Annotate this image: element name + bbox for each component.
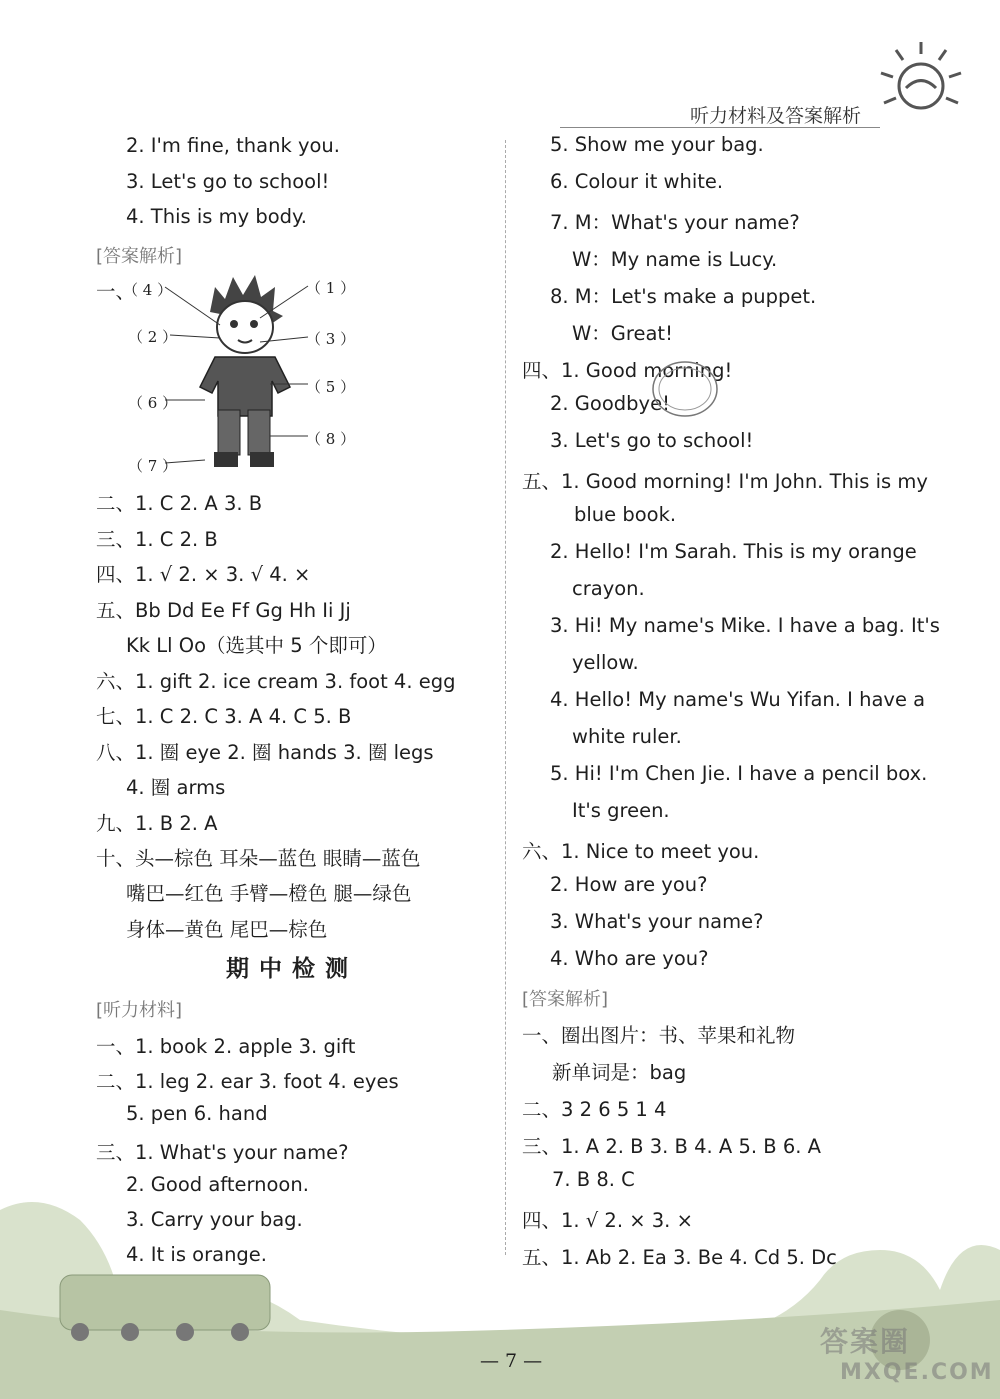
left-line: 八、1. 圈 eye 2. 圈 hands 3. 圈 legs	[96, 741, 434, 764]
left-line: 4. It is orange.	[126, 1243, 268, 1266]
right-line: 3. What's your name?	[550, 910, 764, 933]
right-line: 4. Hello! My name's Wu Yifan. I have a	[550, 688, 926, 711]
right-line: 6. Colour it white.	[550, 170, 724, 193]
page-number: — 7 —	[480, 1350, 543, 1372]
right-line: W：My name is Lucy.	[572, 248, 778, 271]
header-title: 听力材料及答案解析	[690, 105, 862, 127]
answer-analysis-heading: [答案解析]	[522, 989, 609, 1010]
left-line: 三、1. C 2. B	[96, 528, 218, 551]
listening-material-heading: [听力材料]	[96, 1000, 183, 1021]
figure-label: （ 1 ）	[306, 279, 356, 297]
left-line: Kk Ll Oo（选其中 5 个即可）	[126, 634, 387, 657]
right-line: W：Great!	[572, 322, 673, 345]
left-line: 3. Carry your bag.	[126, 1208, 303, 1231]
left-line: 二、1. leg 2. ear 3. foot 4. eyes	[96, 1070, 399, 1093]
right-line: 三、1. A 2. B 3. B 4. A 5. B 6. A	[522, 1135, 821, 1158]
figure-label: （ 5 ）	[306, 378, 356, 396]
left-line: 六、1. gift 2. ice cream 3. foot 4. egg	[96, 670, 456, 693]
right-line: 4. Who are you?	[550, 947, 709, 970]
left-line: 5. pen 6. hand	[126, 1102, 268, 1125]
left-line: 四、1. √ 2. × 3. √ 4. ×	[96, 563, 311, 586]
right-line: 3. Hi! My name's Mike. I have a bag. It's	[550, 614, 940, 637]
figure-label: （ 6 ）	[128, 394, 178, 412]
left-line: 嘴巴—红色 手臂—橙色 腿—绿色	[126, 882, 412, 905]
right-line: blue book.	[574, 503, 677, 526]
left-line: 3. Let's go to school!	[126, 170, 330, 193]
figure-label: （ 3 ）	[306, 330, 356, 348]
figure-label: （ 8 ）	[306, 430, 356, 448]
left-line: 三、1. What's your name?	[96, 1141, 349, 1164]
left-line: 2. I'm fine, thank you.	[126, 134, 340, 157]
right-line: 7. B 8. C	[552, 1168, 635, 1191]
figure-pointer-lines	[160, 280, 320, 470]
right-line: 新单词是：bag	[552, 1061, 687, 1084]
right-line: 六、1. Nice to meet you.	[522, 840, 760, 863]
sun-logo-icon	[876, 38, 966, 128]
left-line: 身体—黄色 尾巴—棕色	[126, 918, 328, 941]
right-line: 2. Goodbye!	[550, 392, 670, 415]
left-line: 七、1. C 2. C 3. A 4. C 5. B	[96, 705, 352, 728]
left-line: 4. This is my body.	[126, 205, 308, 228]
left-line: 十、头—棕色 耳朵—蓝色 眼睛—蓝色	[96, 847, 421, 870]
left-line: 4. 圈 arms	[126, 776, 226, 799]
answer-analysis-heading: [答案解析]	[96, 246, 183, 267]
column-divider	[505, 140, 506, 1255]
right-line: 2. Hello! I'm Sarah. This is my orange	[550, 540, 917, 563]
right-line: 5. Hi! I'm Chen Jie. I have a pencil box.	[550, 762, 928, 785]
right-line: 2. How are you?	[550, 873, 708, 896]
q1-label: 一、	[96, 280, 136, 303]
right-line: white ruler.	[572, 725, 682, 748]
left-line: 2. Good afternoon.	[126, 1173, 309, 1196]
stamp-mark	[650, 358, 720, 420]
figure-label: （ 2 ）	[128, 328, 178, 346]
left-line: 一、1. book 2. apple 3. gift	[96, 1035, 356, 1058]
left-line: 九、1. B 2. A	[96, 812, 218, 835]
right-line: 一、圈出图片：书、苹果和礼物	[522, 1024, 796, 1047]
left-line: 五、Bb Dd Ee Ff Gg Hh Ii Jj	[96, 599, 351, 622]
right-line: 二、3 2 6 5 1 4	[522, 1098, 667, 1121]
section-title: 期中检测	[226, 956, 358, 982]
figure-label: （ 4 ）	[123, 281, 173, 299]
right-line: 四、1. √ 2. × 3. ×	[522, 1209, 693, 1232]
right-line: 五、1. Ab 2. Ea 3. Be 4. Cd 5. Dc	[522, 1246, 837, 1269]
watermark-url: MXQE.COM	[840, 1360, 994, 1385]
header-rule	[560, 127, 880, 128]
right-line: 3. Let's go to school!	[550, 429, 754, 452]
right-line: 7. M：What's your name?	[550, 211, 800, 234]
right-line: crayon.	[572, 577, 645, 600]
left-line: 二、1. C 2. A 3. B	[96, 492, 263, 515]
right-line: 四、1. Good morning!	[522, 359, 733, 382]
right-line: 5. Show me your bag.	[550, 133, 764, 156]
right-line: 8. M：Let's make a puppet.	[550, 285, 817, 308]
figure-label: （ 7 ）	[128, 457, 178, 475]
watermark-logo: 答案圈	[820, 1325, 911, 1358]
right-line: It's green.	[572, 799, 670, 822]
right-line: yellow.	[572, 651, 639, 674]
right-line: 五、1. Good morning! I'm John. This is my	[522, 470, 928, 493]
